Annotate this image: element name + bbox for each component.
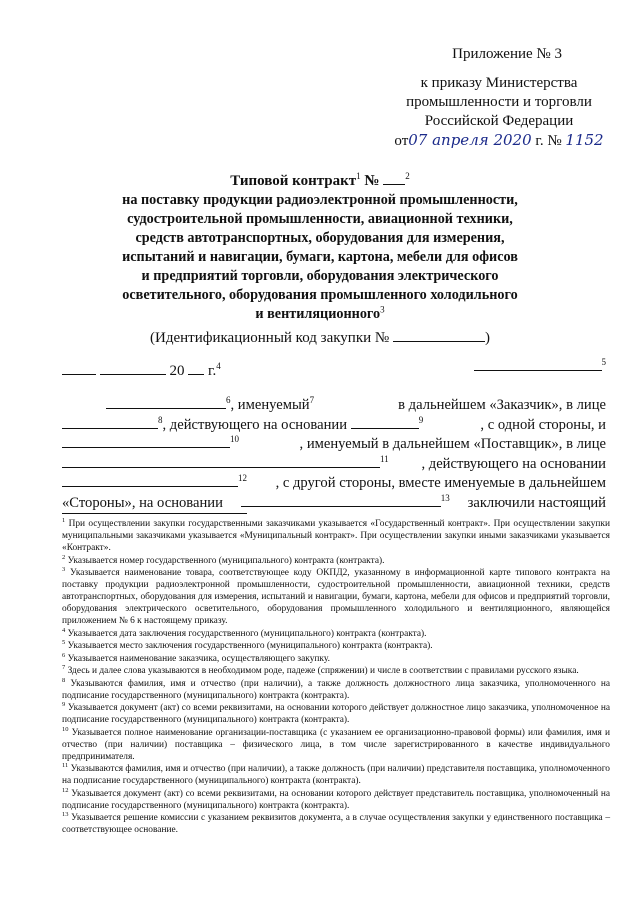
year-suffix: г. xyxy=(208,363,217,379)
title-head-text: Типовой контракт xyxy=(230,173,357,189)
fn-ref-12: 12 xyxy=(238,473,247,484)
fn-ref-11: 11 xyxy=(380,453,389,464)
commission-decision-blank xyxy=(241,494,441,507)
para-text-5: , именуемый в дальнейшем «Поставщик», в лице xyxy=(299,436,606,452)
title-number-blank xyxy=(383,172,405,185)
footnotes xyxy=(62,518,610,837)
supplier-name-blank xyxy=(62,435,230,448)
procurement-id-line xyxy=(70,328,570,348)
footnote-2: $^2$ Указывается номер государственного (муниципального) контракта (контракта). xyxy=(62,553,385,566)
appendix-year-suffix: г. № xyxy=(535,133,562,149)
para-text-8: «Стороны», на основании xyxy=(62,494,223,511)
para-text-3: , действующего на основании xyxy=(162,416,348,433)
footnote-12: $^{12}$ Указывается документ (акт) со всеми реквизитами, на основании которого действует представитель поставщика, уполномоченный на подписание государственного (муниципального) контракта (контракта). xyxy=(62,786,611,811)
fn-ref-7: 7 xyxy=(309,395,315,406)
title-line-5: и предприятий торговли, оборудования электрического xyxy=(141,268,499,284)
fn-ref-8: 8 xyxy=(158,414,163,425)
footnote-13: $^{13}$ Указывается решение комиссии с указанием реквизитов документа, а в случае осуществления закупки у единственного поставщика – соответствующее основание. xyxy=(62,810,611,835)
para-row-3 xyxy=(62,435,606,455)
place-footnote-5: 5 xyxy=(601,357,606,367)
footnote-9: $^9$ Указывается документ (акт) со всеми реквизитами, на основании которого действует должностное лицо заказчика, уполномоченное на подписание государственного (муниципального) контракта (контракта). xyxy=(62,700,610,725)
title-line-4: испытаний и навигации, бумаги, картона, мебели для офисов xyxy=(122,249,518,265)
date-place-row xyxy=(62,358,610,382)
supplier-rep-blank xyxy=(62,455,380,468)
appendix-header xyxy=(384,44,614,151)
procurement-id-prefix: (Идентификационный код закупки № xyxy=(150,330,390,346)
footnote-6: $^6$ Указывается наименование заказчика, осуществляющего закупку. xyxy=(62,651,330,664)
title-footnote-1: 1 xyxy=(356,171,361,181)
customer-rep-blank xyxy=(62,416,158,429)
handwritten-order-number: 1152 xyxy=(565,131,604,149)
month-blank xyxy=(100,362,166,375)
fn-ref-10: 10 xyxy=(230,434,239,445)
footnote-7: $^7$ Здесь и далее слова указываются в необходимом роде, падеже (спряжении) и числе в соответствии с правилами русского языка. xyxy=(62,663,579,676)
fn-ref-6: 6 xyxy=(226,395,231,406)
title-line-2: судостроительной промышленности, авиационной техники, xyxy=(127,211,513,227)
customer-basis-blank xyxy=(351,416,419,429)
appendix-number: Приложение № 3 xyxy=(452,46,562,62)
appendix-line-1: к приказу Министерства xyxy=(420,75,578,91)
supplier-basis-blank xyxy=(62,474,238,487)
preamble-paragraph xyxy=(62,396,606,513)
date-footnote-4: 4 xyxy=(216,361,221,371)
title-number-sign: № xyxy=(364,173,380,189)
title-head xyxy=(70,172,570,191)
para-row-5 xyxy=(62,474,606,494)
handwritten-date: 07 апреля 2020 xyxy=(408,131,532,149)
fn-ref-13: 13 xyxy=(440,492,450,503)
year-prefix: 20 xyxy=(169,363,185,379)
footnote-separator xyxy=(62,513,247,514)
procurement-id-suffix: ) xyxy=(484,330,490,346)
title-line-7 xyxy=(70,305,570,324)
para-text-4: , с одной стороны, и xyxy=(480,416,606,433)
footnote-5: $^5$ Указывается место заключения государственного (муниципального) контракта (контракта). xyxy=(62,638,433,651)
para-row-2 xyxy=(62,416,606,436)
para-row-1 xyxy=(62,396,606,416)
footnote-11: $^{11}$ Указываются фамилия, имя и отчество (при наличии), а также должность (при наличии) представителя поставщика, уполномоченного на подписание государственного (муниципального) контракта (контракта). xyxy=(62,761,610,786)
appendix-date-line xyxy=(384,131,614,151)
fn-ref-9: 9 xyxy=(418,414,424,425)
appendix-line-3: Российской Федерации xyxy=(424,113,574,129)
procurement-id-blank xyxy=(393,329,485,342)
para-text-7: , с другой стороны, вместе именуемые в дальнейшем xyxy=(275,475,606,491)
footnote-8: $^8$ Указываются фамилия, имя и отчество (при наличии), а также должность должностного лица заказчика, уполномоченного на подписание государственного (муниципального) контракта (контракта). xyxy=(62,676,611,701)
title-footnote-2: 2 xyxy=(405,171,410,181)
footnote-4: $^4$ Указывается дата заключения государственного (муниципального) контракта (контракта). xyxy=(62,626,427,639)
title-line-3: средств автотранспортных, оборудования для измерения, xyxy=(135,230,505,246)
para-row-4 xyxy=(62,455,606,475)
appendix-date-prefix: от xyxy=(394,133,409,149)
title-footnote-3: 3 xyxy=(380,304,385,315)
title-line-6: осветительного, оборудования промышленного холодильного xyxy=(122,287,518,303)
contract-title xyxy=(70,172,570,348)
footnote-3: $^3$ Указывается наименование товара, соответствующее коду ОКПД2, указанному в информационной карте типового контракта на поставку продукции радиоэлектронной промышленности, судостроительной промышленности, авиационной техники, средств автотранспортных, оборудования для измерения, испытаний и навигации, бумаги, картона, мебели для офисов и предприятий торговли, оборудования электрического осветительного, оборудования промышленного холодильного и вентиляционного, являющейся приложением № 6 к настоящему приказу. xyxy=(62,565,611,626)
para-text-9: заключили настоящий xyxy=(467,494,606,511)
title-line-7-text: и вентиляционного xyxy=(255,306,381,322)
customer-name-blank xyxy=(106,396,226,409)
appendix-line-2: промышленности и торговли xyxy=(406,94,592,110)
para-row-6 xyxy=(62,494,606,514)
title-line-1: на поставку продукции радиоэлектронной промышленности, xyxy=(122,192,518,208)
contract-place xyxy=(474,358,607,376)
footnote-1: $^1$ При осуществлении закупки государственными заказчиками указывается «Государственный контракт». При осуществлении закупки муниципальными заказчиками указывается «Муниципальный контракт». При осуществлении закупки иными заказчиками указывается «Контракт». xyxy=(62,516,610,553)
para-text-6: , действующего на основании xyxy=(421,455,606,472)
place-blank xyxy=(474,358,602,371)
contract-date xyxy=(62,362,221,380)
para-text-2: в дальнейшем «Заказчик», в лице xyxy=(398,397,606,413)
para-text-1: , именуемый xyxy=(230,397,310,413)
footnote-10: $^{10}$ Указывается полное наименование организации-поставщика (с указанием ее организационно-правовой формы) или фамилия, имя и отчество (при наличии) поставщика – физического лица, в том числе зарегистрированного в качестве индивидуального предпринимателя. xyxy=(62,725,610,762)
day-blank xyxy=(62,362,96,375)
year-blank xyxy=(188,362,204,375)
